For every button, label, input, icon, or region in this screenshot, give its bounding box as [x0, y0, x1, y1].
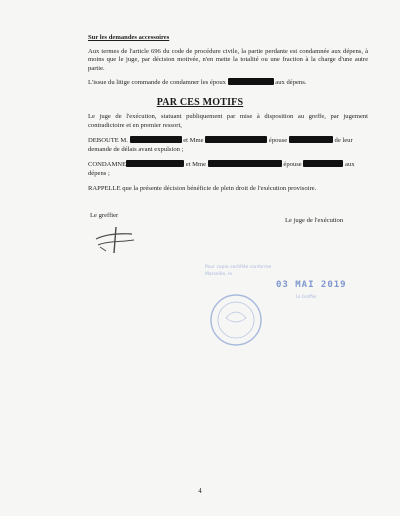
paragraph-issue-litige [88, 78, 368, 88]
redaction-bar [303, 160, 343, 167]
paragraph-intro: Le juge de l'exécution, statuant publiquement par mise à disposition au greffe, par jugement contradictoire et en premier ressort, [88, 113, 368, 129]
paragraph-text: L'issue du litige commande de condamner les époux [88, 79, 226, 87]
certification-stamp [200, 260, 370, 350]
signature-block-greffier [90, 212, 140, 257]
stamp-text: Marseille, le [205, 272, 233, 277]
paragraph-article-696: Aux termes de l'article 696 du code de procédure civile, la partie perdante est condamnée aux dépens, à moins que le juge, par décision motivée, n'en mette la totalité ou une fraction à la charge d'une autre partie. [88, 47, 368, 72]
page-number: 4 [198, 487, 202, 495]
paragraph-deboute [88, 136, 368, 154]
redaction-bar [205, 136, 267, 143]
paragraph-text: et Mme [183, 137, 204, 145]
redaction-bar [208, 160, 282, 167]
paragraph-text: de leur demande de délais avant expulsion ; [88, 137, 353, 153]
paragraph-text: épouse [283, 161, 302, 169]
section-accessoires [88, 34, 368, 88]
paragraph-rappelle: RAPPELLE que la présente décision bénéficie de plein droit de l'exécution provisoire. [88, 184, 317, 192]
redaction-bar [289, 136, 333, 143]
paragraph-condamne [88, 160, 368, 178]
redaction-bar [126, 160, 184, 167]
stamp-text: Pour copie certifiée conforme [205, 265, 272, 270]
signature-label-right: Le juge de l'exécution [285, 217, 344, 224]
motifs-heading: PAR CES MOTIFS [156, 97, 244, 108]
section-heading: Sur les demandes accessoires [88, 34, 170, 41]
section-motifs [88, 113, 368, 193]
paragraph-text: DEBOUTE M. [88, 137, 128, 145]
paragraph-text: aux dépens. [275, 79, 307, 87]
redaction-bar [130, 136, 182, 143]
paragraph-text: et Mme [185, 161, 207, 169]
stamp-text: Le Greffier [296, 294, 317, 299]
paragraph-text: épouse [268, 137, 288, 145]
redaction-bar [228, 78, 274, 85]
paragraph-text: aux dépens ; [88, 161, 355, 177]
handwritten-signature-icon [90, 225, 140, 255]
signature-label-left: Le greffier [90, 212, 119, 219]
paragraph-text: CONDAMNE [88, 161, 127, 169]
stamp-date: 03 MAI 2019 [276, 280, 347, 290]
